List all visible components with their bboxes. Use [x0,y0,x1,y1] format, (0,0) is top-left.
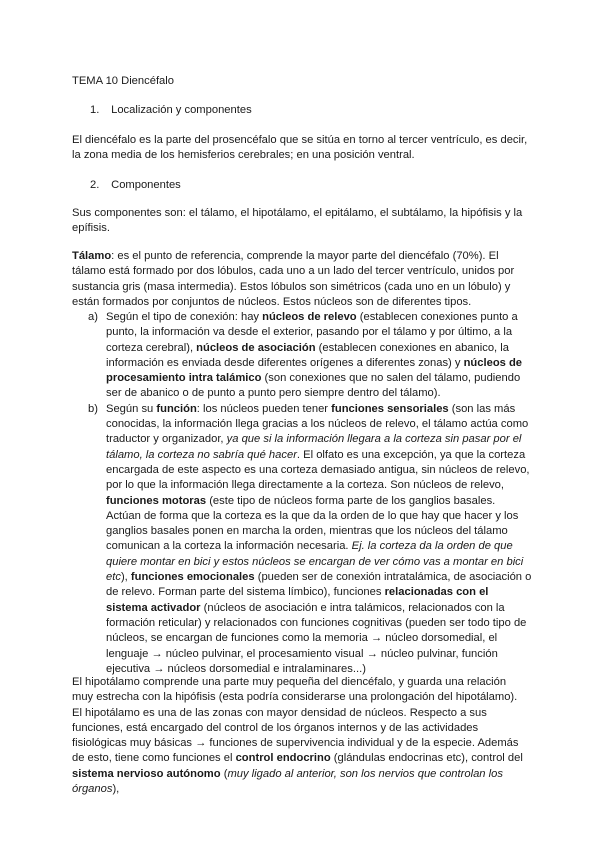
section-heading-componentes [90,178,548,193]
list-marker: b) [88,402,98,415]
list-item-a [88,310,532,402]
components-paragraph: Sus componentes son: el tálamo, el hipotálamo, el epitálamo, el subtálamo, la hipófisis y la epífisis. [72,207,523,235]
section-number: 2. [90,179,100,191]
intro-paragraph: El diencéfalo es la parte del prosencéfalo que se sitúa en torno al tercer ventrículo, es decir, la zona media de los hemisferios cerebrales; en una posición ventral. [72,134,528,162]
text-run: (glándulas endocrinas etc), control del [330,752,523,765]
bold-term: funciones emocionales [130,571,255,584]
text-run: (establecen conexiones en abanico, la información es enviada desde diferentes orígenes a diferentes zonas) y [106,341,509,369]
talamo-text: : es el punto de referencia, comprende la mayor parte del diencéfalo (70%). El tálamo está formado por dos lóbulos, cada uno a un lado del tercer ventrículo, unidos por sustancia gris (masa intermedia). Estos lóbulos son simétricos (cada uno en un lóbulo) y están formados por conjuntos de núcleos. Estos núcleos son de diferentes tipos. [72,250,515,308]
bold-term: control endocrino [235,752,331,765]
section-heading-localizacion [90,103,548,118]
talamo-paragraph [72,249,530,310]
bold-term: función [156,402,197,415]
text-run: (establecen conexiones punto a punto, la información va desde el exterior, pasando por el tálamo y por último, a la corteza cerebral), [106,311,518,354]
page-title: TEMA 10 Diencéfalo [72,75,174,87]
text-run: ( [220,767,228,780]
bold-term: sistema nervioso autónomo [72,767,221,780]
italic-note: muy ligado al anterior, son los nervios que controlan los órganos [72,767,503,796]
text-run: Según el tipo de conexión: hay [106,311,263,323]
section-label: Localización y componentes [111,104,252,116]
bold-term: funciones motoras [106,494,207,507]
bold-term: núcleos de procesamiento intra talámico [106,356,523,385]
italic-note: Ej. la corteza da la orden de que quiere montar en bici y estos núcleos se encargan de ver cómo vas a montar en bici etc [106,540,524,584]
text-run: . El olfato es una excepción, ya que la corteza encargada de este aspecto es una corteza demasiado antigua, sin núcleos de relevo, por lo que la información llega directamente a la corteza. Son núcleos de relevo, [106,448,530,492]
text-run: ), [120,571,131,584]
section-label: Componentes [111,179,181,191]
text-run: (son conexiones que no salen del tálamo, pudiendo ser de abanico o de punto a punto pero siempre dentro del tálamo). [106,372,521,400]
text-run: (pueden ser de conexión intratalámica, de asociación o de relevo. Forman parte del sistema límbico), funciones [106,571,532,599]
text-run: El hipotálamo comprende una parte muy pequeña del diencéfalo, y guarda una relación muy estrecha con la hipófisis (esta podría considerarse una prolongación del hipotálamo). El hipotálamo es una de las zonas con mayor densidad de núcleos. Respecto a sus funciones, está encargado del control de los órganos internos y de las actividades fisiológicas muy básicas → funciones de supervivencia individual y de la especie. Además de esto, tiene como funciones el [72,676,519,765]
bold-term: núcleos de asociación [196,341,316,354]
list-item-b [88,402,532,677]
talamo-list [88,310,532,677]
talamo-term: Tálamo [72,250,112,262]
text-run: (son las más conocidas, la información llega gracias a los núcleos de relevo, el tálamo actúa como traductor y organizador, [106,402,529,446]
bold-term: funciones sensoriales [331,402,449,415]
text-run: (núcleos de asociación e intra talámicos, relacionados con la formación reticular) y relacionados con funciones cognitivas (pueden ser todo tipo de núcleos, se encargan de funciones como la memoria → núcleo dorsomedial, el lenguaje → núcleo pulvinar, el procesamiento visual → núcleo pulvinar, función ejecutiva → núcleos dorsomedial e intralaminares...) [106,601,527,675]
section-number: 1. [90,104,100,116]
bold-term: relacionadas con el sistema activador [106,586,489,614]
text-run: ), [112,783,120,796]
text-run: (este tipo de núcleos forma parte de los ganglios basales. Actúan de forma que la corteza es la que da la orden de lo que hay que hacer y los ganglios basales ponen en marcha la orden, mientras que los núcleos del tálamo comunican a la corteza la información necesaria. [106,494,519,553]
hipotalamo-paragraph [72,675,530,797]
text-run: : los núcleos pueden tener [196,402,332,415]
list-marker: a) [88,311,98,323]
bold-term: núcleos de relevo [262,311,357,323]
italic-note: ya que si la información llegara a la corteza sin pasar por el tálamo, la corteza no sabría qué hacer [106,433,522,461]
text-run: Según su [106,402,157,415]
